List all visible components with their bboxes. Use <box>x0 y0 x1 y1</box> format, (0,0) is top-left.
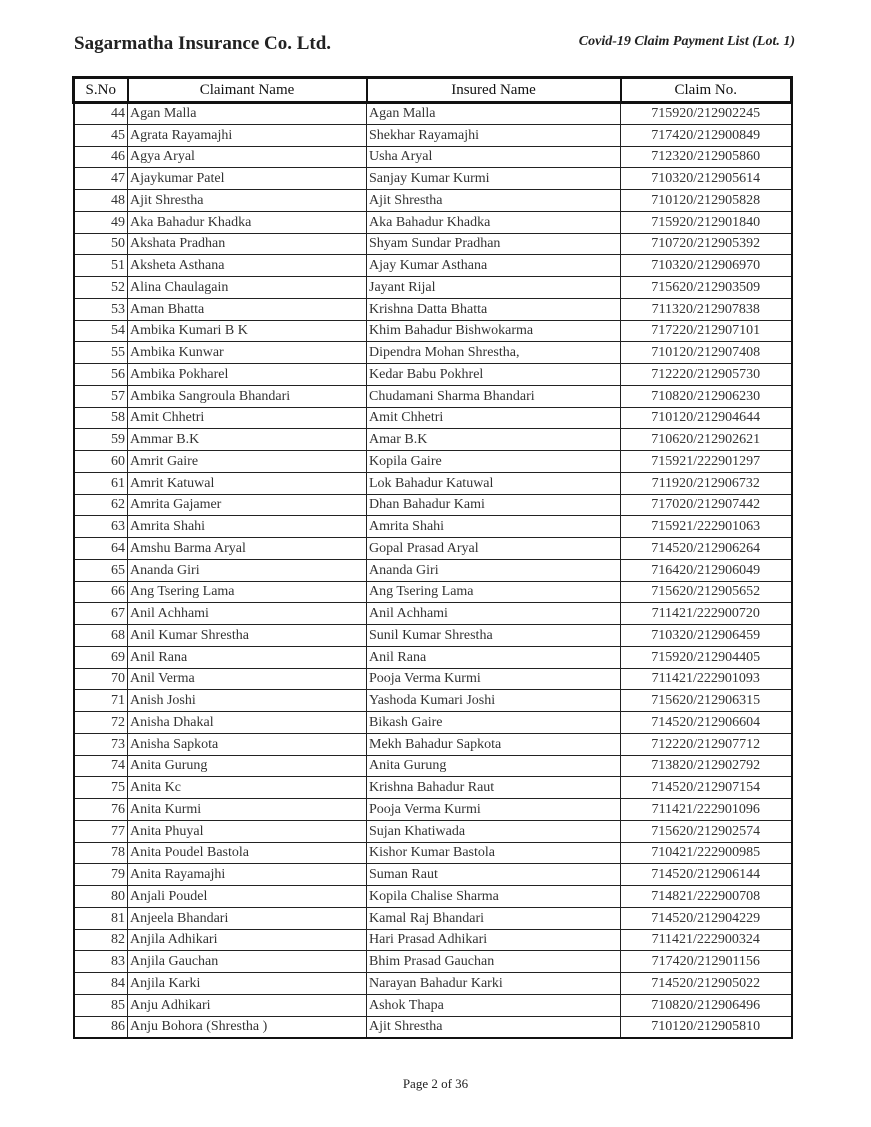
insured-name-cell: Ajit Shrestha <box>367 190 621 212</box>
sno-cell: 72 <box>74 712 128 734</box>
table-header-row <box>74 78 792 103</box>
claim-no-cell: 710720/212905392 <box>621 233 792 255</box>
claim-no-cell: 714520/212906604 <box>621 712 792 734</box>
table-row <box>74 429 792 451</box>
table-row <box>74 320 792 342</box>
claimant-name-cell: Anita Phuyal <box>128 820 367 842</box>
table-row <box>74 103 792 125</box>
sno-cell: 81 <box>74 907 128 929</box>
sno-cell: 74 <box>74 755 128 777</box>
claim-no-cell: 717020/212907442 <box>621 494 792 516</box>
claim-no-cell: 712320/212905860 <box>621 146 792 168</box>
claimant-name-cell: Anil Achhami <box>128 603 367 625</box>
table-row <box>74 907 792 929</box>
claimant-name-cell: Anjila Gauchan <box>128 951 367 973</box>
claim-no-cell: 710320/212906970 <box>621 255 792 277</box>
table-body <box>74 103 792 1038</box>
claimant-name-cell: Anjali Poudel <box>128 886 367 908</box>
sno-cell: 61 <box>74 472 128 494</box>
claim-no-cell: 715921/222901297 <box>621 451 792 473</box>
claim-no-cell: 715921/222901063 <box>621 516 792 538</box>
insured-name-cell: Hari Prasad Adhikari <box>367 929 621 951</box>
table-row <box>74 364 792 386</box>
claim-no-cell: 713820/212902792 <box>621 755 792 777</box>
insured-name-cell: Aka Bahadur Khadka <box>367 211 621 233</box>
table-row <box>74 124 792 146</box>
claimant-name-cell: Ajaykumar Patel <box>128 168 367 190</box>
claim-no-cell: 710820/212906496 <box>621 994 792 1016</box>
claim-no-cell: 714520/212907154 <box>621 777 792 799</box>
sno-cell: 69 <box>74 646 128 668</box>
claimant-name-cell: Anil Rana <box>128 646 367 668</box>
table-row <box>74 342 792 364</box>
claim-no-cell: 712220/212907712 <box>621 733 792 755</box>
table-row <box>74 146 792 168</box>
sno-cell: 44 <box>74 103 128 125</box>
sno-cell: 58 <box>74 407 128 429</box>
column-header-insured-name: Insured Name <box>367 78 621 103</box>
insured-name-cell: Sunil Kumar Shrestha <box>367 625 621 647</box>
sno-cell: 62 <box>74 494 128 516</box>
sno-cell: 79 <box>74 864 128 886</box>
document-title: Covid-19 Claim Payment List (Lot. 1) <box>578 34 795 49</box>
claimant-name-cell: Anju Adhikari <box>128 994 367 1016</box>
claimant-name-cell: Aksheta Asthana <box>128 255 367 277</box>
insured-name-cell: Ajay Kumar Asthana <box>367 255 621 277</box>
sno-cell: 85 <box>74 994 128 1016</box>
table-row <box>74 951 792 973</box>
claimant-name-cell: Amrit Katuwal <box>128 472 367 494</box>
claim-no-cell: 711920/212906732 <box>621 472 792 494</box>
sno-cell: 86 <box>74 1016 128 1038</box>
claim-no-cell: 714520/212904229 <box>621 907 792 929</box>
claimant-name-cell: Ambika Pokharel <box>128 364 367 386</box>
insured-name-cell: Kopila Gaire <box>367 451 621 473</box>
insured-name-cell: Bhim Prasad Gauchan <box>367 951 621 973</box>
claim-no-cell: 710120/212905810 <box>621 1016 792 1038</box>
table-row <box>74 1016 792 1038</box>
claim-no-cell: 710120/212904644 <box>621 407 792 429</box>
sno-cell: 78 <box>74 842 128 864</box>
insured-name-cell: Amit Chhetri <box>367 407 621 429</box>
insured-name-cell: Kopila Chalise Sharma <box>367 886 621 908</box>
claimant-name-cell: Anish Joshi <box>128 690 367 712</box>
sno-cell: 80 <box>74 886 128 908</box>
insured-name-cell: Khim Bahadur Bishwokarma <box>367 320 621 342</box>
sno-cell: 56 <box>74 364 128 386</box>
sno-cell: 75 <box>74 777 128 799</box>
insured-name-cell: Shekhar Rayamajhi <box>367 124 621 146</box>
claimant-name-cell: Ambika Kunwar <box>128 342 367 364</box>
table-row <box>74 994 792 1016</box>
table-row <box>74 385 792 407</box>
insured-name-cell: Mekh Bahadur Sapkota <box>367 733 621 755</box>
claim-no-cell: 711320/212907838 <box>621 298 792 320</box>
claim-no-cell: 714520/212905022 <box>621 973 792 995</box>
sno-cell: 70 <box>74 668 128 690</box>
sno-cell: 82 <box>74 929 128 951</box>
insured-name-cell: Chudamani Sharma Bhandari <box>367 385 621 407</box>
claim-no-cell: 715920/212902245 <box>621 103 792 125</box>
table-row <box>74 886 792 908</box>
claimant-name-cell: Amit Chhetri <box>128 407 367 429</box>
table-row <box>74 451 792 473</box>
table-row <box>74 298 792 320</box>
claim-no-cell: 717220/212907101 <box>621 320 792 342</box>
insured-name-cell: Krishna Datta Bhatta <box>367 298 621 320</box>
claim-no-cell: 715620/212902574 <box>621 820 792 842</box>
claim-no-cell: 710320/212905614 <box>621 168 792 190</box>
table-row <box>74 733 792 755</box>
sno-cell: 50 <box>74 233 128 255</box>
insured-name-cell: Bikash Gaire <box>367 712 621 734</box>
insured-name-cell: Agan Malla <box>367 103 621 125</box>
table-row <box>74 842 792 864</box>
claim-payment-table <box>72 76 793 1039</box>
sno-cell: 53 <box>74 298 128 320</box>
insured-name-cell: Kedar Babu Pokhrel <box>367 364 621 386</box>
claimant-name-cell: Ambika Sangroula Bhandari <box>128 385 367 407</box>
column-header-sno: S.No <box>74 78 128 103</box>
sno-cell: 55 <box>74 342 128 364</box>
insured-name-cell: Yashoda Kumari Joshi <box>367 690 621 712</box>
sno-cell: 76 <box>74 799 128 821</box>
claimant-name-cell: Akshata Pradhan <box>128 233 367 255</box>
claimant-name-cell: Anita Poudel Bastola <box>128 842 367 864</box>
insured-name-cell: Shyam Sundar Pradhan <box>367 233 621 255</box>
table-row <box>74 559 792 581</box>
insured-name-cell: Kamal Raj Bhandari <box>367 907 621 929</box>
claimant-name-cell: Amrita Gajamer <box>128 494 367 516</box>
claimant-name-cell: Anju Bohora (Shrestha ) <box>128 1016 367 1038</box>
table-row <box>74 625 792 647</box>
insured-name-cell: Amrita Shahi <box>367 516 621 538</box>
claimant-name-cell: Ammar B.K <box>128 429 367 451</box>
claim-no-cell: 715920/212901840 <box>621 211 792 233</box>
sno-cell: 66 <box>74 581 128 603</box>
sno-cell: 60 <box>74 451 128 473</box>
table-row <box>74 168 792 190</box>
sno-cell: 51 <box>74 255 128 277</box>
claimant-name-cell: Anita Gurung <box>128 755 367 777</box>
insured-name-cell: Ang Tsering Lama <box>367 581 621 603</box>
table-row <box>74 407 792 429</box>
insured-name-cell: Krishna Bahadur Raut <box>367 777 621 799</box>
claim-no-cell: 712220/212905730 <box>621 364 792 386</box>
claimant-name-cell: Aka Bahadur Khadka <box>128 211 367 233</box>
sno-cell: 84 <box>74 973 128 995</box>
sno-cell: 48 <box>74 190 128 212</box>
insured-name-cell: Pooja Verma Kurmi <box>367 799 621 821</box>
claimant-name-cell: Amrit Gaire <box>128 451 367 473</box>
claim-no-cell: 714520/212906144 <box>621 864 792 886</box>
claimant-name-cell: Anjila Adhikari <box>128 929 367 951</box>
table-row <box>74 603 792 625</box>
insured-name-cell: Dipendra Mohan Shrestha, <box>367 342 621 364</box>
insured-name-cell: Anita Gurung <box>367 755 621 777</box>
claimant-name-cell: Anjila Karki <box>128 973 367 995</box>
sno-cell: 49 <box>74 211 128 233</box>
claim-no-cell: 710620/212902621 <box>621 429 792 451</box>
sno-cell: 54 <box>74 320 128 342</box>
claim-no-cell: 710320/212906459 <box>621 625 792 647</box>
insured-name-cell: Anil Achhami <box>367 603 621 625</box>
sno-cell: 83 <box>74 951 128 973</box>
table-row <box>74 277 792 299</box>
claim-no-cell: 717420/212901156 <box>621 951 792 973</box>
insured-name-cell: Ananda Giri <box>367 559 621 581</box>
insured-name-cell: Pooja Verma Kurmi <box>367 668 621 690</box>
table-row <box>74 777 792 799</box>
column-header-claim-no: Claim No. <box>621 78 792 103</box>
table-row <box>74 712 792 734</box>
claim-no-cell: 710120/212907408 <box>621 342 792 364</box>
sno-cell: 57 <box>74 385 128 407</box>
insured-name-cell: Narayan Bahadur Karki <box>367 973 621 995</box>
claim-no-cell: 714520/212906264 <box>621 538 792 560</box>
column-header-claimant-name: Claimant Name <box>128 78 367 103</box>
table-row <box>74 494 792 516</box>
claimant-name-cell: Alina Chaulagain <box>128 277 367 299</box>
insured-name-cell: Ajit Shrestha <box>367 1016 621 1038</box>
claim-no-cell: 714821/222900708 <box>621 886 792 908</box>
table-row <box>74 864 792 886</box>
claimant-name-cell: Anisha Dhakal <box>128 712 367 734</box>
table-row <box>74 799 792 821</box>
sno-cell: 77 <box>74 820 128 842</box>
table-row <box>74 516 792 538</box>
claimant-name-cell: Aman Bhatta <box>128 298 367 320</box>
insured-name-cell: Dhan Bahadur Kami <box>367 494 621 516</box>
claimant-name-cell: Anil Verma <box>128 668 367 690</box>
insured-name-cell: Usha Aryal <box>367 146 621 168</box>
claimant-name-cell: Ajit Shrestha <box>128 190 367 212</box>
sno-cell: 46 <box>74 146 128 168</box>
table-row <box>74 472 792 494</box>
insured-name-cell: Sanjay Kumar Kurmi <box>367 168 621 190</box>
table-row <box>74 538 792 560</box>
insured-name-cell: Amar B.K <box>367 429 621 451</box>
claim-no-cell: 711421/222901096 <box>621 799 792 821</box>
sno-cell: 63 <box>74 516 128 538</box>
claimant-name-cell: Anita Rayamajhi <box>128 864 367 886</box>
claim-no-cell: 717420/212900849 <box>621 124 792 146</box>
claimant-name-cell: Anita Kc <box>128 777 367 799</box>
claim-no-cell: 715620/212905652 <box>621 581 792 603</box>
table-row <box>74 668 792 690</box>
table-row <box>74 255 792 277</box>
table-row <box>74 581 792 603</box>
company-name: Sagarmatha Insurance Co. Ltd. <box>74 33 332 54</box>
claim-no-cell: 715920/212904405 <box>621 646 792 668</box>
insured-name-cell: Ashok Thapa <box>367 994 621 1016</box>
sno-cell: 52 <box>74 277 128 299</box>
claim-no-cell: 710120/212905828 <box>621 190 792 212</box>
insured-name-cell: Sujan Khatiwada <box>367 820 621 842</box>
claimant-name-cell: Ambika Kumari B K <box>128 320 367 342</box>
claimant-name-cell: Anisha Sapkota <box>128 733 367 755</box>
sno-cell: 47 <box>74 168 128 190</box>
page-number: Page 2 of 36 <box>402 1076 469 1091</box>
claim-no-cell: 711421/222901093 <box>621 668 792 690</box>
claimant-name-cell: Amrita Shahi <box>128 516 367 538</box>
table-row <box>74 820 792 842</box>
claim-no-cell: 711421/222900324 <box>621 929 792 951</box>
sno-cell: 64 <box>74 538 128 560</box>
claimant-name-cell: Ananda Giri <box>128 559 367 581</box>
claim-no-cell: 715620/212903509 <box>621 277 792 299</box>
insured-name-cell: Suman Raut <box>367 864 621 886</box>
sno-cell: 65 <box>74 559 128 581</box>
table-row <box>74 233 792 255</box>
insured-name-cell: Jayant Rijal <box>367 277 621 299</box>
sno-cell: 59 <box>74 429 128 451</box>
claim-no-cell: 716420/212906049 <box>621 559 792 581</box>
claim-no-cell: 710421/222900985 <box>621 842 792 864</box>
insured-name-cell: Kishor Kumar Bastola <box>367 842 621 864</box>
table-row <box>74 190 792 212</box>
sno-cell: 45 <box>74 124 128 146</box>
table-row <box>74 929 792 951</box>
table-row <box>74 755 792 777</box>
claim-no-cell: 715620/212906315 <box>621 690 792 712</box>
claimant-name-cell: Amshu Barma Aryal <box>128 538 367 560</box>
table-row <box>74 973 792 995</box>
table-row <box>74 211 792 233</box>
claimant-name-cell: Anita Kurmi <box>128 799 367 821</box>
sno-cell: 73 <box>74 733 128 755</box>
insured-name-cell: Gopal Prasad Aryal <box>367 538 621 560</box>
insured-name-cell: Anil Rana <box>367 646 621 668</box>
claimant-name-cell: Agan Malla <box>128 103 367 125</box>
sno-cell: 67 <box>74 603 128 625</box>
claimant-name-cell: Agrata Rayamajhi <box>128 124 367 146</box>
claimant-name-cell: Ang Tsering Lama <box>128 581 367 603</box>
claim-no-cell: 710820/212906230 <box>621 385 792 407</box>
claim-no-cell: 711421/222900720 <box>621 603 792 625</box>
sno-cell: 68 <box>74 625 128 647</box>
claimant-name-cell: Agya Aryal <box>128 146 367 168</box>
sno-cell: 71 <box>74 690 128 712</box>
claimant-name-cell: Anil Kumar Shrestha <box>128 625 367 647</box>
table-row <box>74 646 792 668</box>
insured-name-cell: Lok Bahadur Katuwal <box>367 472 621 494</box>
claimant-name-cell: Anjeela Bhandari <box>128 907 367 929</box>
table-row <box>74 690 792 712</box>
